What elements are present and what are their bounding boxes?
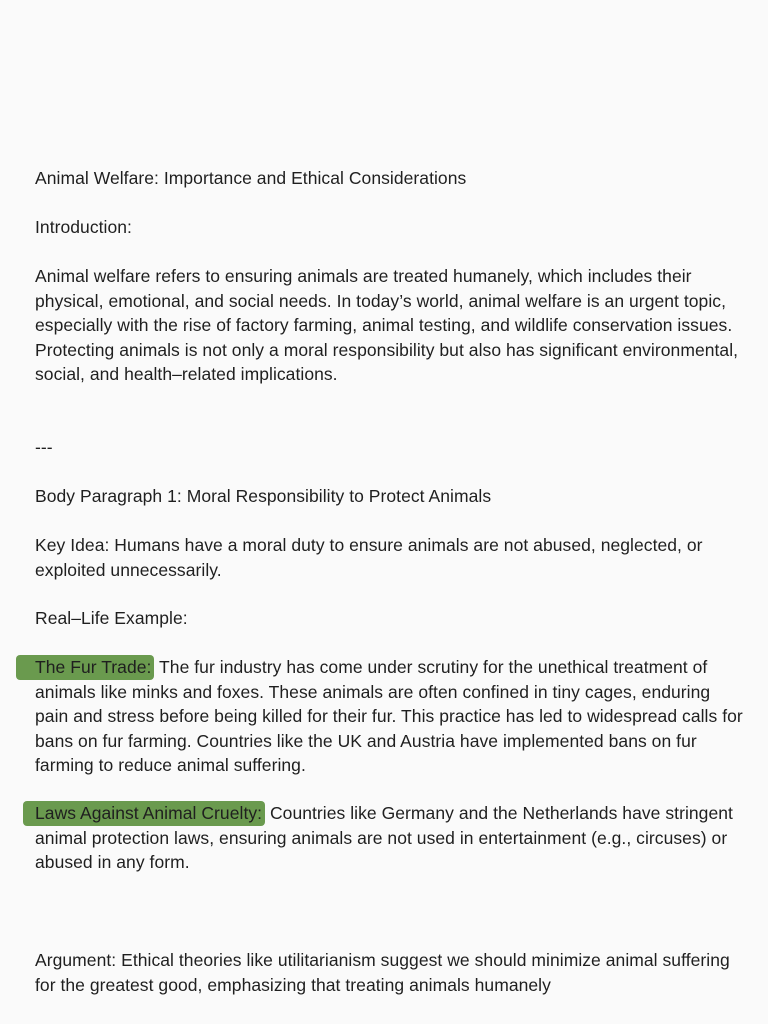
fur-trade-paragraph <box>35 655 747 778</box>
argument-paragraph: Argument: Ethical theories like utilitarianism suggest we should minimize animal suffering for the greatest good, emphasizing that treating animals humanely <box>35 950 730 995</box>
body-paragraph-1-heading: Body Paragraph 1: Moral Responsibility to Protect Animals <box>35 486 492 506</box>
introduction-paragraph: Animal welfare refers to ensuring animals are treated humanely, which includes their physical, emotional, and social needs. In today’s world, animal welfare is an urgent topic, especially with the rise of factory farming, animal testing, and wildlife conservation issues. Protecting animals is not only a moral responsibility but also has significant environmental, social, and health–related implications. <box>35 266 739 384</box>
fur-trade-text: The fur industry has come under scrutiny for the unethical treatment of animals like minks and foxes. These animals are often confined in tiny cages, enduring pain and stress before being killed for their fur. This practice has led to widespread calls for bans on fur farming. Countries like the UK and Austria have implemented bans on fur farming to reduce animal suffering. <box>35 657 743 775</box>
real-life-example-heading: Real–Life Example: <box>35 608 188 628</box>
section-separator: --- <box>35 437 53 457</box>
document-title: Animal Welfare: Importance and Ethical Considerations <box>35 168 467 188</box>
laws-highlight: Laws Against Animal Cruelty: <box>23 801 265 826</box>
key-idea-paragraph: Key Idea: Humans have a moral duty to ensure animals are not abused, neglected, or exploited unnecessarily. <box>35 535 703 580</box>
fur-trade-highlight: The Fur Trade: <box>16 655 154 680</box>
laws-paragraph <box>35 801 747 875</box>
introduction-heading: Introduction: <box>35 217 132 237</box>
laws-text: Countries like Germany and the Netherlands have stringent animal protection laws, ensuring animals are not used in entertainment (e.g., circuses) or abused in any form. <box>35 803 733 872</box>
